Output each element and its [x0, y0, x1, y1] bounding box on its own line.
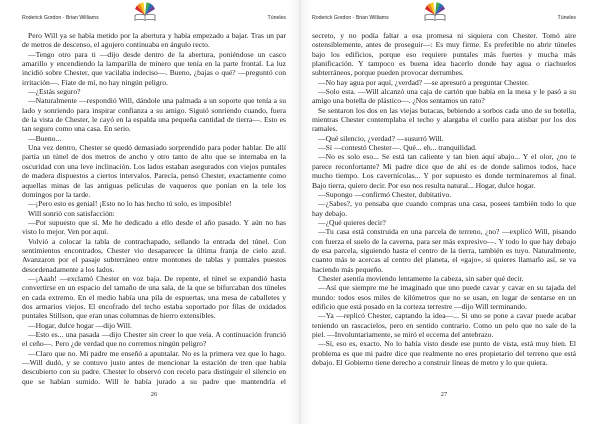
open-book-logo-icon [134, 2, 156, 22]
paragraph: —Naturalmente —respondió Will, dándole una palmada a un soporte que tenía a su lado y sonriendo para inspirar confianza a su amigo. Siguió sonriendo cuando, fuera de la vista de Chester, le cayó en la espalda una pequeña cantidad de tierra—. Esto es tan seguro como una casa. En serio. [22, 96, 286, 134]
page-body [22, 31, 286, 386]
paragraph: —Bueno... [28, 133, 62, 143]
running-head [22, 0, 286, 26]
open-book-logo-icon [424, 2, 446, 22]
paragraph: Una vez dentro, Chester se quedó demasiado sorprendido para poder hablar. De allí partía un túnel de dos metros de ancho y otro tanto de alto que se internaba en la oscuridad con una leve inclinación. Los lados estaban asegurados con viejos puntales de madera dispuestos a ciertos intervalos. Parecía, pensó Chester, exactamente como aquellas minas de las antiguas películas de vaqueros que ponían en la tele los domingos por la tarde. [22, 143, 286, 199]
paragraph: —Supongo —confirmó Chester, dubitativo. [318, 189, 452, 199]
paragraph: —No es solo eso... Se está tan caliente y tan bien aquí abajo... Y el olor, ¿no te parece reconfortante? Mi padre dice que de ahí es de donde salimos todos, hace mucho tiempo. Los cavernícolas... Y por supuesto es donde terminaremos al final. Bajo tierra, quiero decir. Por eso nos resulta natural... Hogar, dulce hogar. [312, 152, 576, 190]
paragraph: —Claro que no. Mi padre me enseñó a apuntalar. No es la primera vez que lo hago. —Will dudó, y se contuvo justo antes de mencionar la estación de tren que había descubierto con su padre. Chester lo observó con recelo para distinguir el silencio en que se habían sumido. Will le había jurado a su padre que mantendría el [22, 348, 286, 386]
paragraph: —¡Aaah! —exclamó Chester en voz baja. De repente, el túnel se expandió hasta convertirse en un espacio del tamaño de una sala, de la que se bifurcaban dos túneles en cada extremo. En el medio había una pila de espuertas, una mesa de caballetes y dos armarios viejos. El encofrado del techo estaba soportado por filas de oxidados puntales Stillson, que eran unas columnas de hierro extensibles. [22, 273, 286, 321]
paragraph: —Qué silencio, ¿verdad? —susurró Will. [318, 133, 444, 143]
paragraph: Volvió a colocar la tabla de contrachapado, sellando la entrada del túnel. Con sentimientos encontrados, Chester vio desaparecer la última franja de cielo azul. Avanzaron por el pasaje subterráneo entre montones de tablas y puntales puestos desordenadamente a los lados. [22, 236, 286, 274]
paragraph: —Tu casa está construida en una parcela de terreno, ¿no? —explicó Will, pisando con fuerza el suelo de la caverna, para ser más expresivo—. Y todo lo que hay debajo de esa parcela, siguiendo hasta el centro de la tierra, también es tuyo. Naturalmente, cuanto más te acercas al centro del planeta, el «gajo», si quieres llamarlo así, se va haciendo más pequeño. [312, 227, 576, 274]
paragraph: —Hogar, dulce hogar —dijo Will. [28, 320, 132, 330]
running-head-title: Túneles [267, 15, 286, 21]
paragraph: —Solo esta. —Will alcanzó una caja de cartón que había en la mesa y le pasó a su amigo una botella de plástico—. ¿Nos sentamos un rato? [312, 87, 576, 106]
page-number: 27 [440, 391, 448, 398]
paragraph: —Tengo otro para ti —dijo desde dentro de la abertura, poniéndose un casco amarillo y encendiendo la lamparilla de minero que tenía en la parte frontal. La luz incidió sobre Chester, que vacilaba indeciso—. Bueno, ¿bajas o qué? —preguntó con irritación—. Fíate de mí, no hay ningún peligro. [22, 49, 286, 87]
paragraph: —Así que siempre me he imaginado que uno puede cavar y cavar en su tajada del mundo: todos esos miles de kilómetros que no se usan, en lugar de sentarse en un edificio que está posado en la corteza terrestre —dijo Will terminando. [312, 283, 576, 311]
paragraph: Pero Will ya se había metido por la abertura y había empezado a bajar. Tras un par de metros de descenso, el agujero continuaba en ángulo recto. [22, 31, 286, 50]
paragraph: Chester asentía moviendo lentamente la cabeza, sin saber qué decir. [318, 273, 524, 283]
running-head-title: Túneles [557, 15, 576, 21]
paragraph: —¡Pero esto es genial! ¡Esto no lo has hecho tú solo, es imposible! [28, 199, 232, 209]
paragraph: Se sentaron los dos en las viejas butacas, bebiendo a sorbos cada uno de su botella, mientras Chester contemplaba el techo y alargaba el cuello para atisbar por los dos ramales. [312, 105, 576, 134]
paragraph: —¿Sabes?, yo pensaba que cuando compras una casa, posees también todo lo que hay debajo. [312, 199, 576, 218]
right-page [300, 0, 600, 424]
paragraph: —Esto es... una pasada —dijo Chester sin creer lo que veía. A continuación frunció el ceño—. Pero ¿de verdad que no corremos ningún peligro? [22, 330, 286, 349]
paragraph: —Sí, eso es, exacto. No lo había visto desde ese punto de vista, está muy bien. El problema es que mi padre dice que realmente no eres propietario del terreno que está debajo. El Gobierno tiene derecho a construir líneas de metro y lo que quiera. [312, 339, 576, 368]
page-body [312, 31, 576, 367]
paragraph: —Sí —contestó Chester—. Qué... eh... tranquilidad. [318, 143, 477, 153]
paragraph: —¿Qué quieres decir? [318, 217, 386, 227]
paragraph: —No hay agua por aquí, ¿verdad? —se apresuró a preguntar Chester. [318, 77, 529, 87]
paragraph: secreto, y no podía faltar a esa promesa ni siquiera con Chester. Tomó aire ostensiblemente, antes de proseguir—: Es muy firme. Es preferible no abrir túneles bajo los edificios, porque eso requiere puntales más fuertes y mucha más planificación. Y tampoco es buena idea hacerlo donde hay agua o riachuelos subterráneos, porque pueden provocar derrumbes. [312, 31, 576, 78]
running-head-author: Roderick Gordon - Brian Williams [22, 15, 99, 21]
running-head-author: Roderick Gordon - Brian Williams [312, 15, 389, 21]
running-head [312, 0, 576, 26]
paragraph: —Por supuesto que sí. Me he dedicado a ello desde el año pasado. Y aún no has visto lo mejor. Ven por aquí. [22, 217, 286, 237]
paragraph: —¿Estás seguro? [28, 87, 81, 97]
paragraph: Will sonrió con satisfacción: [28, 208, 115, 218]
page-number: 26 [150, 391, 158, 398]
paragraph: —Ya —replicó Chester, captando la idea—... Si uno se pone a cavar puede acabar teniendo un rascacielos, pero en sentido contrario. Como un pelo que no sale de la piel. —Involuntariamente, se miró el eccema del antebrazo. [312, 311, 576, 339]
